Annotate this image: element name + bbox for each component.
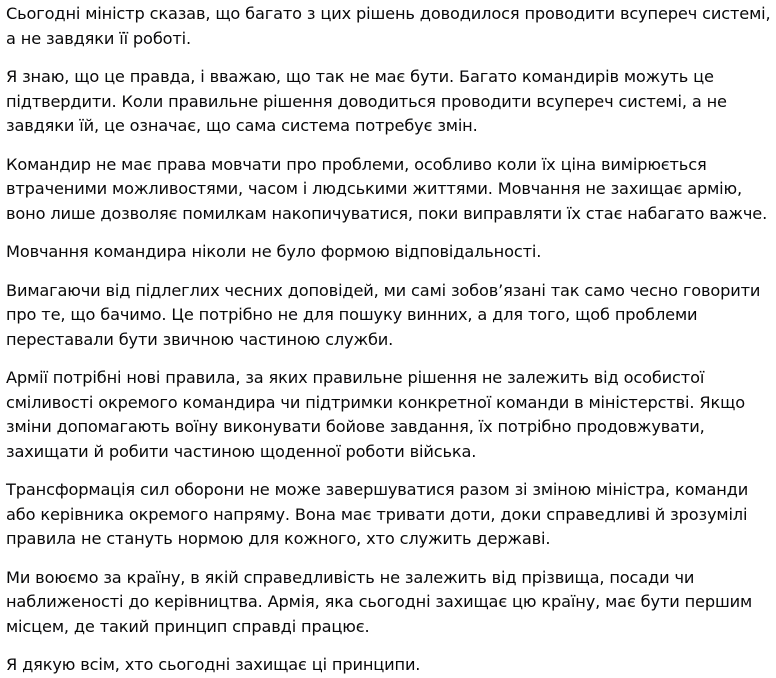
post-paragraph: Я дякую всім, хто сьогодні захищає ці принципи. [6, 655, 421, 674]
post-paragraph: Я знаю, що це правда, і вважаю, що так не має бути. Багато командирів можуть це підтвердити. Коли правильне рішення доводиться проводити всупереч системі, а не завдяки їй, це означає, що сама система потребує змін. [6, 67, 727, 135]
post-paragraph: Сьогодні міністр сказав, що багато з цих рішень доводилося проводити всупереч системі, а не завдяки її роботі. [6, 4, 771, 48]
post-paragraph: Армії потрібні нові правила, за яких правильне рішення не залежить від особистої сміливості окремого командира чи підтримки конкретної команди в міністерстві. Якщо зміни допомагають воїну виконувати бойове завдання, їх потрібно продовжувати, захищати й робити частиною щоденної роботи війська. [6, 368, 745, 461]
post-paragraph: Трансформація сил оборони не може завершуватися разом зі зміною міністра, команди або керівника окремого напряму. Вона має тривати доти, доки справедливі й зрозумілі правила не стануть нормою для кожного, хто служить державі. [6, 480, 749, 548]
post-paragraph: Командир не має права мовчати про проблеми, особливо коли їх ціна вимірюється втраченими можливостями, часом і людськими життями. Мовчання не захищає армію, воно лише дозволяє помилкам накопичуватися, поки виправляти їх стає набагато важче. [6, 154, 768, 223]
post-paragraph: Вимагаючи від підлеглих чесних доповідей, ми самі зобов’язані так само чесно говорити про те, що бачимо. Це потрібно не для пошуку винних, а для того, щоб проблеми переставали бути звичною частиною служби. [6, 280, 761, 349]
post-paragraph: Мовчання командира ніколи не було формою відповідальності. [6, 242, 542, 261]
post-paragraph: Ми воюємо за країну, в якій справедливість не залежить від прізвища, посади чи наближеності до керівництва. Армія, яка сьогодні захищає цю країну, має бути першим місцем, де такий принцип справді працює. [6, 567, 753, 636]
